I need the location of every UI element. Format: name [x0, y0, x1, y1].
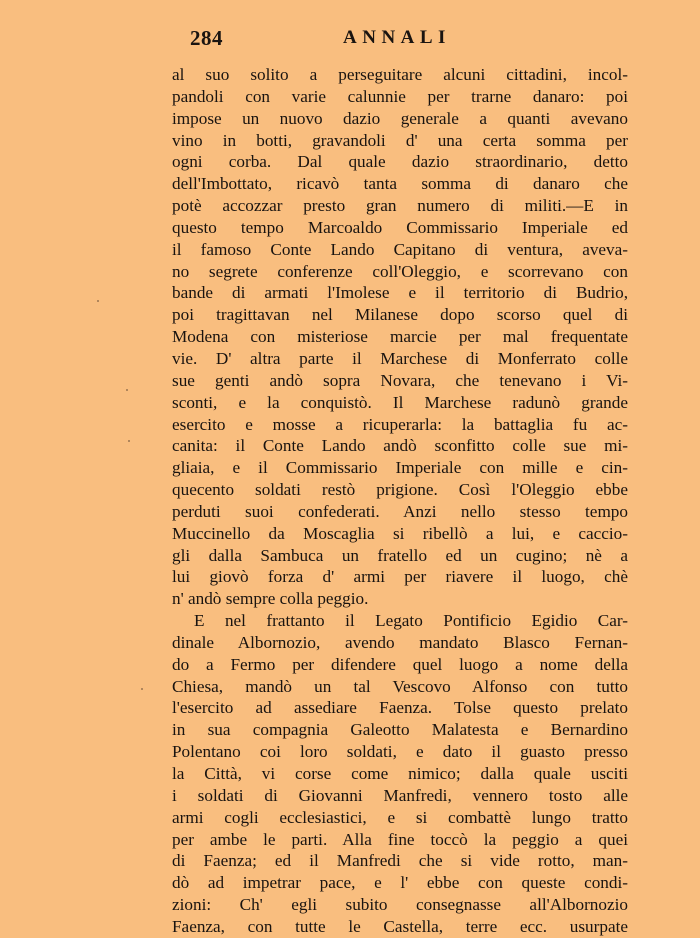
text-line: gliaia, e il Commissario Imperiale con mille e cin-	[172, 458, 628, 478]
text-line: dò ad impetrar pace, e l' ebbe con queste condi-	[172, 873, 628, 893]
text-line: sconti, e la conquistò. Il Marchese radunò grande	[172, 392, 628, 412]
paragraph-last-line: n' andò sempre colla peggio.	[172, 589, 369, 609]
text-line: quecento soldati restò prigione. Così l'Oleggio ebbe	[172, 480, 628, 500]
text-line: Chiesa, mandò un tal Vescovo Alfonso con tutto	[172, 676, 628, 696]
text-line: lui giovò forza d' armi per riavere il luogo, chè	[172, 567, 628, 587]
text-line: ogni corba. Dal quale dazio straordinario, detto	[172, 152, 628, 172]
text-line: do a Fermo per difendere quel luogo a nome della	[172, 654, 628, 674]
running-title: ANNALI	[343, 27, 451, 48]
body-text	[172, 64, 628, 938]
page-header	[0, 26, 700, 56]
text-line: impose un nuovo dazio generale a quanti avevano	[172, 108, 628, 128]
text-line: perduti suoi confederati. Anzi nello stesso tempo	[172, 501, 628, 521]
text-line: per ambe le parti. Alla fine toccò la peggio a quei	[172, 829, 628, 849]
text-line: dinale Albornozio, avendo mandato Blasco Fernan-	[172, 632, 628, 652]
paper-speck	[126, 389, 128, 391]
text-line: potè accozzar presto gran numero di militi.—E in	[172, 196, 628, 216]
text-line: l'esercito ad assediare Faenza. Tolse questo prelato	[172, 698, 628, 718]
text-line: il famoso Conte Lando Capitano di ventura, aveva-	[172, 239, 628, 259]
text-line: zioni: Ch' egli subito consegnasse all'Albornozio	[172, 895, 628, 915]
text-line: dell'Imbottato, ricavò tanta somma di danaro che	[172, 174, 628, 194]
text-line: esercito e mosse a ricuperarla: la battaglia fu ac-	[172, 414, 628, 434]
text-line: gli dalla Sambuca un fratello ed un cugino; nè a	[172, 545, 628, 565]
text-line: armi cogli ecclesiastici, e si combattè lungo tratto	[172, 807, 628, 827]
text-line: poi tragittavan nel Milanese dopo scorso quel di	[172, 305, 628, 325]
paper-speck	[128, 440, 130, 442]
paragraph-first-line: E nel frattanto il Legato Pontificio Egidio Car-	[194, 611, 628, 631]
text-line: Faenza, con tutte le Castella, terre ecc. usurpate	[172, 916, 628, 936]
page-number: 284	[190, 26, 223, 50]
text-line: bande di armati l'Imolese e il territorio di Budrio,	[172, 283, 628, 303]
text-line: pandoli con varie calunnie per trarne danaro: poi	[172, 86, 628, 106]
text-line: vie. D' altra parte il Marchese di Monferrato colle	[172, 348, 628, 368]
text-line: Modena con misteriose marcie per mal frequentate	[172, 327, 628, 347]
text-line: Polentano coi loro soldati, e dato il guasto presso	[172, 742, 628, 762]
text-line: vino in botti, gravandoli d' una certa somma per	[172, 130, 628, 150]
text-line: questo tempo Marcoaldo Commissario Imperiale ed	[172, 217, 628, 237]
text-line: canita: il Conte Lando andò sconfitto colle sue mi-	[172, 436, 628, 456]
text-line: di Faenza; ed il Manfredi che si vide rotto, man-	[172, 851, 628, 871]
text-line: sue genti andò sopra Novara, che tenevano i Vi-	[172, 370, 628, 390]
text-line: Muccinello da Moscaglia si ribellò a lui, e caccio-	[172, 523, 628, 543]
paper-speck	[97, 300, 99, 302]
text-line: i soldati di Giovanni Manfredi, vennero tosto alle	[172, 785, 628, 805]
text-line: in sua compagnia Galeotto Malatesta e Bernardino	[172, 720, 628, 740]
paper-speck	[141, 688, 143, 690]
text-line: al suo solito a perseguitare alcuni cittadini, incol-	[172, 65, 628, 84]
text-line: no segrete conferenze coll'Oleggio, e scorrevano con	[172, 261, 628, 281]
text-line: la Città, vi corse come nimico; dalla quale usciti	[172, 764, 628, 783]
